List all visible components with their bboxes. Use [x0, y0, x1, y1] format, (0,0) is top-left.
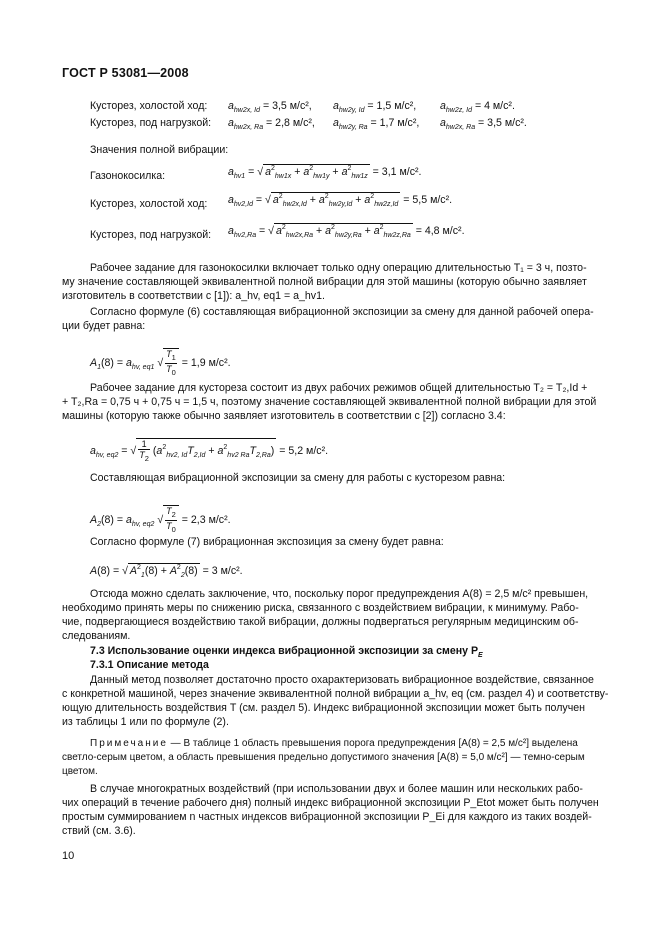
load-x: $a_{hw2x, Ra} = 2,8$ м/с²,	[228, 117, 315, 131]
formula-a1: $A_1(8) = a_{hv, eq1}$ √ $\frac{T_1}{T_0}$ = 1,9 м/с².	[90, 349, 231, 377]
p3-line-1: Рабочее задание для кустореза состоит из двух рабочих режимов общей длительностью T₂ = T₂,Id +	[90, 382, 588, 394]
p6-line-2: необходимо принять меры по снижению риска, связанного с воздействием вибрации, к минимуму. Рабо-	[62, 602, 579, 614]
p2-line-2: ции будет равна:	[62, 320, 146, 332]
p2-line-1: Согласно формуле (6) составляющая вибрационной экспозиции за смену для данной рабочей опера-	[90, 306, 594, 318]
load-total-label: Кусторез, под нагрузкой:	[90, 229, 212, 241]
p8-line-4: ствий (см. 3.6).	[62, 825, 136, 837]
total-title: Значения полной вибрации:	[90, 144, 229, 156]
p8-line-3: простым суммированием n частных индексов вибрационной экспозиции P_Ei для каждого из таких воздей-	[62, 811, 592, 823]
standard-header: ГОСТ Р 53081—2008	[62, 66, 189, 80]
note-line-3: цветом.	[62, 766, 98, 777]
mower-formula: $a_{hv1}$ = √ $a^2_{hw1x} + a^2_{hw1y} + a^2_{hw1z} = 3,1$ м/с².	[228, 165, 422, 180]
p7-line-1: Данный метод позволяет достаточно просто охарактеризовать вибрационное воздействие, связанное	[90, 674, 594, 686]
idle-total-label: Кусторез, холостой ход:	[90, 198, 208, 210]
p7-line-4: из таблицы 1 или по формуле (2).	[62, 716, 229, 728]
p1-line-1: Рабочее задание для газонокосилки включает только одну операцию длительностью T₁ = 3 ч, позто-	[90, 262, 587, 274]
note-line-1: Примечание — В таблице 1 область превышения порога предупреждения [A(8) = 2,5 м/с²] выделена	[90, 738, 578, 749]
idle-total-formula: $a_{hv2,Id}$ = √ $a^2_{hw2x,Id} + a^2_{hw2y,Id} + a^2_{hw2z,Id} = 5,5$ м/с².	[228, 193, 453, 208]
p4: Составляющая вибрационной экспозиции за смену для работы с кусторезом равна:	[90, 472, 506, 484]
load-y: $a_{hw2y, Ra} = 1,7$ м/с²,	[333, 117, 420, 131]
idle-z: $a_{hw2z, Id} = 4$ м/с².	[440, 100, 515, 114]
p6-line-3: чие, подвергающиеся воздействию такой вибрации, должны подвергаться регулярным медицинским об-	[62, 616, 579, 628]
p1-line-2: му значение составляющей эквивалентной полной вибрации для этой машины (которую обычно заявляет	[62, 276, 587, 288]
load-label: Кусторез, под нагрузкой:	[90, 117, 212, 129]
heading-7-3-1: 7.3.1 Описание метода	[90, 659, 209, 671]
idle-x: $a_{hw2x, Id} = 3,5$ м/с²,	[228, 100, 312, 114]
p7-line-2: с конкретной машиной, через значение эквивалентной полной вибрации a_hv, eq (см. раздел 4) и соответству-	[62, 688, 609, 700]
p8-line-1: В случае многократных воздействий (при использовании двух и более машин или нескольких рабо-	[90, 783, 583, 795]
mower-label: Газонокосилка:	[90, 170, 166, 182]
p6-line-1: Отсюда можно сделать заключение, что, поскольку порог предупреждения A(8) = 2,5 м/с² превышен,	[90, 588, 589, 600]
load-total-formula: $a_{hv2,Ra}$ = √ $a^2_{hw2x,Ra} + a^2_{hw2y,Ra} + a^2_{hw2z,Ra} = 4,8$ м/с².	[228, 224, 465, 239]
formula-a2: $A_2(8) = a_{hv, eq2}$ √ $\frac{T_2}{T_0}$ = 2,3 м/с².	[90, 506, 231, 534]
p5: Согласно формуле (7) вибрационная экспозиция за смену будет равна:	[90, 536, 444, 548]
note-line-2: светло-серым цветом, а область превышения предельно допустимого значения [A(8) = 5,0 м/с²] — темно-серым	[62, 752, 585, 763]
load-z: $a_{hw2x, Ra} = 3,5$ м/с².	[440, 117, 527, 131]
p3-line-3: машины (которую также обычно заявляет изготовитель в соответствии с [2]) согласно 3.4:	[62, 410, 506, 422]
heading-7-3: 7.3 Использование оценки индекса вибрационной экспозиции за смену $P_E$	[90, 645, 483, 659]
formula-a8: A(8) = √ $A^2_1(8) + A^2_2(8) = 3$ м/с².	[90, 564, 243, 579]
idle-y: $a_{hw2y, Id} = 1,5$ м/с²,	[333, 100, 417, 114]
formula-eq2: $a_{hv, eq2}$ = √ $\frac{1}{T_2}$ $(a^2_{hv2, Id}T_{2,Id} + a^2_{hv2 Ra}T_{2,Ra}) = 5,2$ м/с².	[90, 439, 329, 463]
p3-line-2: + T₂,Ra = 0,75 ч + 0,75 ч = 1,5 ч, поэтому значение составляющей эквивалентной полной вибрации для этой	[62, 396, 597, 408]
p8-line-2: чих операций в течение рабочего дня) полный индекс вибрационной экспозиции P_Etot может быть получен	[62, 797, 599, 809]
idle-label: Кусторез, холостой ход:	[90, 100, 208, 112]
p6-line-4: следованиям.	[62, 630, 131, 642]
p1-line-3: изготовитель в соответствии с [1]): a_hv, eq1 = a_hv1.	[62, 290, 325, 302]
page-number: 10	[62, 850, 75, 862]
p7-line-3: ющую длительность воздействия T (см. раздел 5). Индекс вибрационной экспозиции может быть получен	[62, 702, 585, 714]
